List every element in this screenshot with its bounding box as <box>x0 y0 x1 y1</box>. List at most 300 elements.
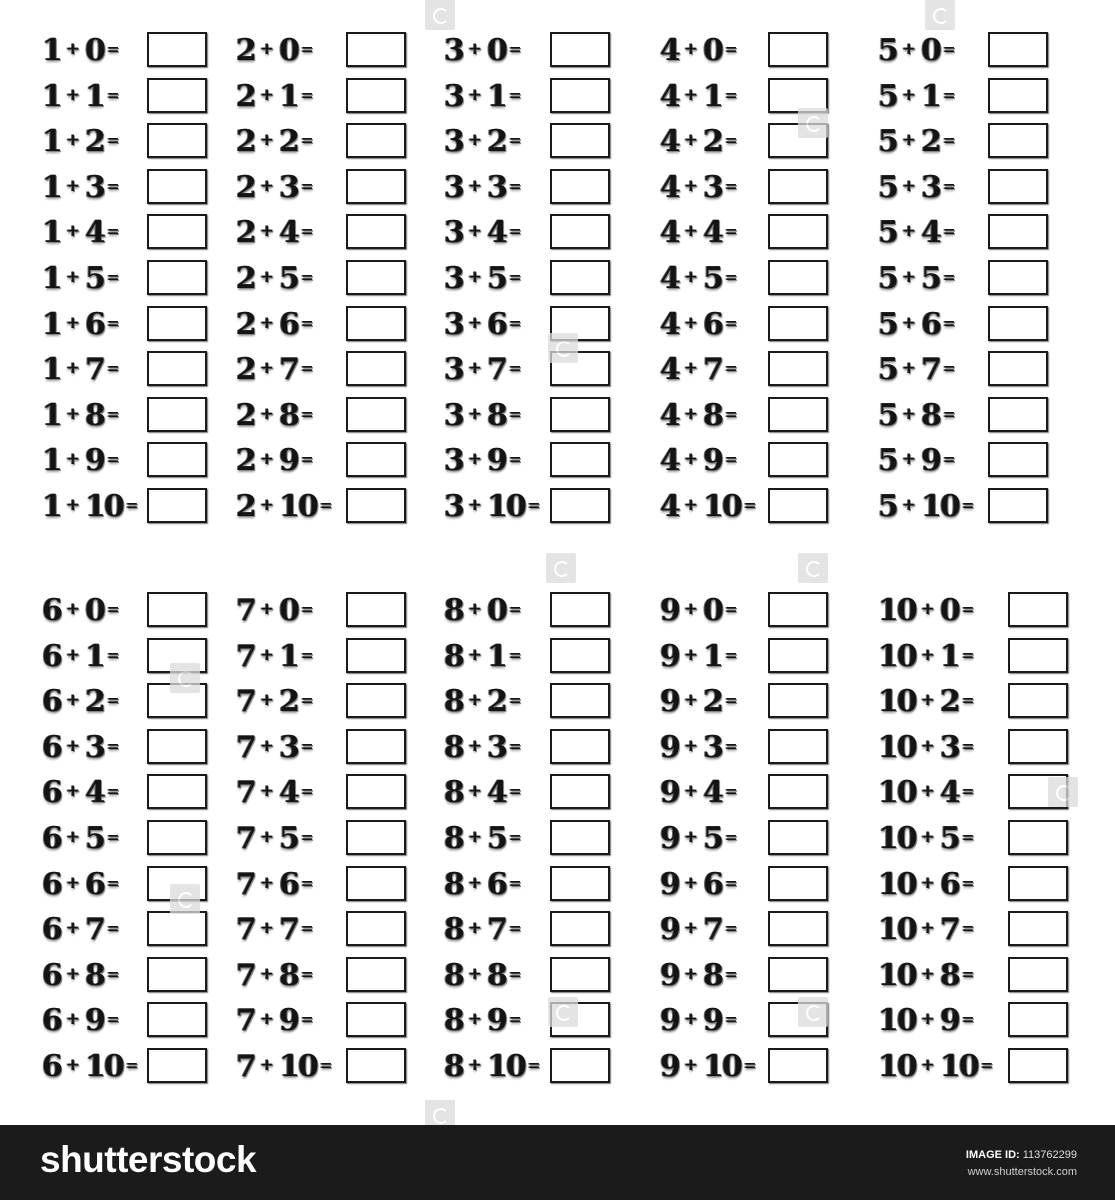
equation-row <box>236 634 466 680</box>
answer-box[interactable] <box>768 214 828 249</box>
equals-sign: = <box>961 828 975 846</box>
equals-sign: = <box>301 828 314 846</box>
answer-box[interactable] <box>1008 1002 1068 1037</box>
second-number: 1 <box>85 638 104 674</box>
equals-sign: = <box>943 359 956 377</box>
first-number: 9 <box>660 638 679 674</box>
first-number: 2 <box>236 32 255 68</box>
equals-sign: = <box>301 737 314 755</box>
answer-box[interactable] <box>346 1048 406 1083</box>
answer-box[interactable] <box>346 169 406 204</box>
equation-row <box>878 725 1108 771</box>
equation-row <box>236 907 466 953</box>
answer-box[interactable] <box>346 32 406 67</box>
equation <box>878 351 956 387</box>
plus-sign: + <box>65 267 81 287</box>
equation <box>236 488 332 524</box>
answer-box[interactable] <box>988 32 1048 67</box>
equals-sign: = <box>125 1056 139 1074</box>
answer-box[interactable] <box>1008 683 1068 718</box>
second-number: 6 <box>940 866 959 902</box>
equation <box>42 774 120 810</box>
equals-sign: = <box>943 86 956 104</box>
equals-sign: = <box>107 359 120 377</box>
answer-box[interactable] <box>1008 1048 1068 1083</box>
second-number: 7 <box>703 911 722 947</box>
first-number: 9 <box>660 957 679 993</box>
first-number: 1 <box>42 306 61 342</box>
second-number: 6 <box>279 306 298 342</box>
equals-sign: = <box>107 919 120 937</box>
answer-box[interactable] <box>988 442 1048 477</box>
first-number: 3 <box>444 488 463 524</box>
answer-box[interactable] <box>988 169 1048 204</box>
answer-box[interactable] <box>988 214 1048 249</box>
answer-box[interactable] <box>550 683 610 718</box>
second-number: 7 <box>279 351 298 387</box>
first-number: 10 <box>878 866 916 902</box>
answer-box[interactable] <box>147 774 207 809</box>
plus-sign: + <box>467 221 483 241</box>
first-number: 4 <box>660 123 679 159</box>
plus-sign: + <box>65 85 81 105</box>
equals-sign: = <box>961 496 975 514</box>
second-number: 9 <box>85 1002 104 1038</box>
answer-box[interactable] <box>768 820 828 855</box>
answer-box[interactable] <box>346 866 406 901</box>
answer-box[interactable] <box>768 638 828 673</box>
equals-sign: = <box>107 874 120 892</box>
plus-sign: + <box>467 176 483 196</box>
answer-box[interactable] <box>346 214 406 249</box>
answer-box[interactable] <box>346 592 406 627</box>
answer-box[interactable] <box>550 957 610 992</box>
answer-box[interactable] <box>346 683 406 718</box>
equation <box>42 488 138 524</box>
first-number: 7 <box>236 820 255 856</box>
first-number: 4 <box>660 78 679 114</box>
answer-box[interactable] <box>346 397 406 432</box>
equation-row <box>878 165 1108 211</box>
equation <box>42 683 120 719</box>
equals-sign: = <box>107 131 120 149</box>
plus-sign: + <box>65 964 81 984</box>
second-number: 4 <box>487 214 506 250</box>
answer-box[interactable] <box>147 957 207 992</box>
equals-sign: = <box>509 965 522 983</box>
second-number: 2 <box>703 683 722 719</box>
first-number: 1 <box>42 260 61 296</box>
first-number: 8 <box>444 729 463 765</box>
plus-sign: + <box>259 267 275 287</box>
equation <box>878 911 974 947</box>
first-number: 8 <box>444 1048 463 1084</box>
answer-box[interactable] <box>550 729 610 764</box>
equals-sign: = <box>301 268 314 286</box>
first-number: 3 <box>444 442 463 478</box>
answer-box[interactable] <box>768 488 828 523</box>
answer-box[interactable] <box>147 169 207 204</box>
first-number: 1 <box>42 78 61 114</box>
first-number: 9 <box>660 774 679 810</box>
image-id-label: IMAGE ID: <box>965 1149 1020 1161</box>
equals-sign: = <box>725 405 738 423</box>
equation-row <box>236 165 466 211</box>
first-number: 10 <box>878 957 916 993</box>
equation-row <box>660 347 890 393</box>
equation <box>878 638 974 674</box>
answer-box[interactable] <box>1008 729 1068 764</box>
equals-sign: = <box>943 131 956 149</box>
equation <box>878 866 974 902</box>
equation <box>444 774 522 810</box>
equation-row <box>660 210 890 256</box>
answer-box[interactable] <box>346 488 406 523</box>
first-number: 3 <box>444 397 463 433</box>
equals-sign: = <box>527 496 541 514</box>
equals-sign: = <box>725 919 738 937</box>
answer-box[interactable] <box>768 911 828 946</box>
equals-sign: = <box>943 450 956 468</box>
equation <box>42 1048 138 1084</box>
plus-sign: + <box>65 221 81 241</box>
second-number: 6 <box>703 306 722 342</box>
equation-row <box>236 302 466 348</box>
equation <box>444 78 522 114</box>
equation-row <box>236 119 466 165</box>
answer-box[interactable] <box>346 123 406 158</box>
equals-sign: = <box>725 646 738 664</box>
answer-box[interactable] <box>768 397 828 432</box>
plus-sign: + <box>901 495 917 515</box>
answer-box[interactable] <box>346 1002 406 1037</box>
answer-box[interactable] <box>768 32 828 67</box>
second-number: 9 <box>279 442 298 478</box>
equation-row <box>236 588 466 634</box>
footer-bar <box>0 1125 1115 1200</box>
second-number: 8 <box>279 957 298 993</box>
first-number: 10 <box>878 1002 916 1038</box>
answer-box[interactable] <box>550 32 610 67</box>
second-number: 1 <box>487 78 506 114</box>
equals-sign: = <box>301 222 314 240</box>
second-number: 8 <box>85 397 104 433</box>
answer-box[interactable] <box>768 683 828 718</box>
equals-sign: = <box>301 405 314 423</box>
first-number: 6 <box>42 1048 61 1084</box>
watermark-icon <box>170 663 200 693</box>
answer-box[interactable] <box>147 592 207 627</box>
answer-box[interactable] <box>988 488 1048 523</box>
second-number: 0 <box>921 32 940 68</box>
equals-sign: = <box>725 965 738 983</box>
answer-box[interactable] <box>147 260 207 295</box>
equals-sign: = <box>961 919 975 937</box>
answer-box[interactable] <box>988 260 1048 295</box>
plus-sign: + <box>65 873 81 893</box>
second-number: 0 <box>487 592 506 628</box>
equals-sign: = <box>107 646 120 664</box>
second-number: 7 <box>279 911 298 947</box>
plus-sign: + <box>65 313 81 333</box>
plus-sign: + <box>920 827 935 847</box>
answer-box[interactable] <box>988 306 1048 341</box>
answer-box[interactable] <box>550 78 610 113</box>
answer-box[interactable] <box>550 488 610 523</box>
plus-sign: + <box>683 130 699 150</box>
plus-sign: + <box>259 358 275 378</box>
equation-row <box>660 393 890 439</box>
plus-sign: + <box>683 599 699 619</box>
equation <box>878 774 974 810</box>
first-number: 7 <box>236 1048 255 1084</box>
answer-box[interactable] <box>346 774 406 809</box>
equation <box>236 1002 314 1038</box>
answer-box[interactable] <box>550 442 610 477</box>
answer-box[interactable] <box>1008 638 1068 673</box>
equation <box>236 957 314 993</box>
first-number: 2 <box>236 442 255 478</box>
equation <box>42 866 120 902</box>
equation <box>236 442 314 478</box>
answer-box[interactable] <box>550 820 610 855</box>
equation-row <box>236 393 466 439</box>
equation <box>444 729 522 765</box>
answer-box[interactable] <box>346 820 406 855</box>
first-number: 5 <box>878 488 897 524</box>
first-number: 8 <box>444 592 463 628</box>
second-number: 2 <box>85 123 104 159</box>
answer-box[interactable] <box>1008 820 1068 855</box>
equation <box>878 78 956 114</box>
equation <box>444 1048 540 1084</box>
answer-box[interactable] <box>768 866 828 901</box>
equation <box>236 592 314 628</box>
answer-box[interactable] <box>550 260 610 295</box>
equation <box>42 123 120 159</box>
answer-box[interactable] <box>988 78 1048 113</box>
answer-box[interactable] <box>988 351 1048 386</box>
answer-box[interactable] <box>147 123 207 158</box>
answer-box[interactable] <box>550 397 610 432</box>
equals-sign: = <box>725 314 738 332</box>
equals-sign: = <box>509 314 522 332</box>
first-number: 7 <box>236 1002 255 1038</box>
equals-sign: = <box>301 646 314 664</box>
second-number: 7 <box>940 911 959 947</box>
answer-box[interactable] <box>550 774 610 809</box>
plus-sign: + <box>259 313 275 333</box>
answer-box[interactable] <box>147 306 207 341</box>
answer-box[interactable] <box>768 351 828 386</box>
answer-box[interactable] <box>550 1048 610 1083</box>
answer-box[interactable] <box>550 214 610 249</box>
first-number: 5 <box>878 397 897 433</box>
second-number: 4 <box>279 214 298 250</box>
answer-box[interactable] <box>550 866 610 901</box>
second-number: 6 <box>85 866 104 902</box>
second-number: 5 <box>487 260 506 296</box>
equation-row <box>444 634 674 680</box>
answer-box[interactable] <box>147 214 207 249</box>
second-number: 10 <box>279 488 317 524</box>
plus-sign: + <box>259 736 275 756</box>
first-number: 8 <box>444 866 463 902</box>
answer-box[interactable] <box>1008 592 1068 627</box>
answer-box[interactable] <box>550 123 610 158</box>
equals-sign: = <box>107 86 120 104</box>
plus-sign: + <box>901 358 917 378</box>
equation-row <box>660 484 890 530</box>
plus-sign: + <box>65 176 81 196</box>
plus-sign: + <box>901 221 917 241</box>
equation <box>42 638 120 674</box>
equation-row <box>660 1044 890 1090</box>
answer-box[interactable] <box>346 78 406 113</box>
first-number: 7 <box>236 729 255 765</box>
equation-row <box>444 165 674 211</box>
answer-box[interactable] <box>1008 866 1068 901</box>
second-number: 10 <box>487 1048 525 1084</box>
image-id-value: 113762299 <box>1022 1149 1077 1161</box>
answer-box[interactable] <box>147 729 207 764</box>
answer-box[interactable] <box>768 729 828 764</box>
equation <box>660 488 756 524</box>
second-number: 1 <box>940 638 959 674</box>
answer-box[interactable] <box>147 488 207 523</box>
second-number: 5 <box>703 260 722 296</box>
answer-box[interactable] <box>147 1002 207 1037</box>
equation <box>236 78 314 114</box>
first-number: 1 <box>42 488 61 524</box>
plus-sign: + <box>683 690 699 710</box>
answer-box[interactable] <box>346 260 406 295</box>
first-number: 5 <box>878 351 897 387</box>
equals-sign: = <box>509 646 522 664</box>
plus-sign: + <box>683 964 699 984</box>
equation-row <box>236 28 466 74</box>
second-number: 8 <box>487 397 506 433</box>
answer-box[interactable] <box>346 351 406 386</box>
equals-sign: = <box>725 691 738 709</box>
equation-row <box>660 119 890 165</box>
equation-row <box>660 634 890 680</box>
equation <box>444 957 522 993</box>
equation <box>236 306 314 342</box>
first-number: 8 <box>444 911 463 947</box>
answer-box[interactable] <box>768 442 828 477</box>
answer-box[interactable] <box>147 442 207 477</box>
equation-row <box>444 1044 674 1090</box>
equals-sign: = <box>107 782 120 800</box>
answer-box[interactable] <box>346 442 406 477</box>
answer-box[interactable] <box>550 911 610 946</box>
first-number: 5 <box>878 260 897 296</box>
plus-sign: + <box>683 873 699 893</box>
equals-sign: = <box>319 1056 333 1074</box>
first-number: 9 <box>660 1002 679 1038</box>
equation <box>660 592 738 628</box>
equals-sign: = <box>961 782 975 800</box>
plus-sign: + <box>920 736 935 756</box>
first-number: 2 <box>236 306 255 342</box>
equals-sign: = <box>107 177 120 195</box>
answer-box[interactable] <box>550 638 610 673</box>
equation <box>444 123 522 159</box>
equation <box>42 1002 120 1038</box>
plus-sign: + <box>467 736 483 756</box>
answer-box[interactable] <box>768 774 828 809</box>
answer-box[interactable] <box>988 397 1048 432</box>
equation <box>42 306 120 342</box>
answer-box[interactable] <box>147 32 207 67</box>
answer-box[interactable] <box>147 911 207 946</box>
equals-sign: = <box>301 131 314 149</box>
answer-box[interactable] <box>147 351 207 386</box>
answer-box[interactable] <box>988 123 1048 158</box>
equation-row <box>444 210 674 256</box>
equation-row <box>660 256 890 302</box>
plus-sign: + <box>65 449 81 469</box>
second-number: 6 <box>487 866 506 902</box>
answer-box[interactable] <box>768 1048 828 1083</box>
plus-sign: + <box>683 358 699 378</box>
equals-sign: = <box>301 1010 314 1028</box>
watermark-icon <box>548 997 578 1027</box>
first-number: 2 <box>236 397 255 433</box>
equation-row <box>444 256 674 302</box>
second-number: 2 <box>487 123 506 159</box>
answer-box[interactable] <box>346 638 406 673</box>
plus-sign: + <box>683 85 699 105</box>
answer-box[interactable] <box>768 306 828 341</box>
answer-box[interactable] <box>147 78 207 113</box>
equals-sign: = <box>107 737 120 755</box>
answer-box[interactable] <box>550 169 610 204</box>
equals-sign: = <box>509 131 522 149</box>
equation <box>236 729 314 765</box>
answer-box[interactable] <box>1008 957 1068 992</box>
plus-sign: + <box>65 39 81 59</box>
equals-sign: = <box>509 600 522 618</box>
plus-sign: + <box>467 267 483 287</box>
answer-box[interactable] <box>768 169 828 204</box>
answer-box[interactable] <box>768 957 828 992</box>
answer-box[interactable] <box>550 592 610 627</box>
equation <box>660 638 738 674</box>
answer-box[interactable] <box>147 820 207 855</box>
answer-box[interactable] <box>346 957 406 992</box>
equation-row <box>236 816 466 862</box>
answer-box[interactable] <box>346 729 406 764</box>
answer-box[interactable] <box>346 911 406 946</box>
answer-box[interactable] <box>147 397 207 432</box>
equation <box>42 911 120 947</box>
answer-box[interactable] <box>346 306 406 341</box>
plus-sign: + <box>683 495 699 515</box>
answer-box[interactable] <box>768 592 828 627</box>
second-number: 8 <box>940 957 959 993</box>
equation-row <box>444 484 674 530</box>
answer-box[interactable] <box>1008 911 1068 946</box>
equation <box>444 820 522 856</box>
equation-row <box>878 393 1108 439</box>
answer-box[interactable] <box>768 260 828 295</box>
equation-row <box>878 28 1108 74</box>
equals-sign: = <box>725 222 738 240</box>
answer-box[interactable] <box>147 1048 207 1083</box>
equation <box>660 169 738 205</box>
